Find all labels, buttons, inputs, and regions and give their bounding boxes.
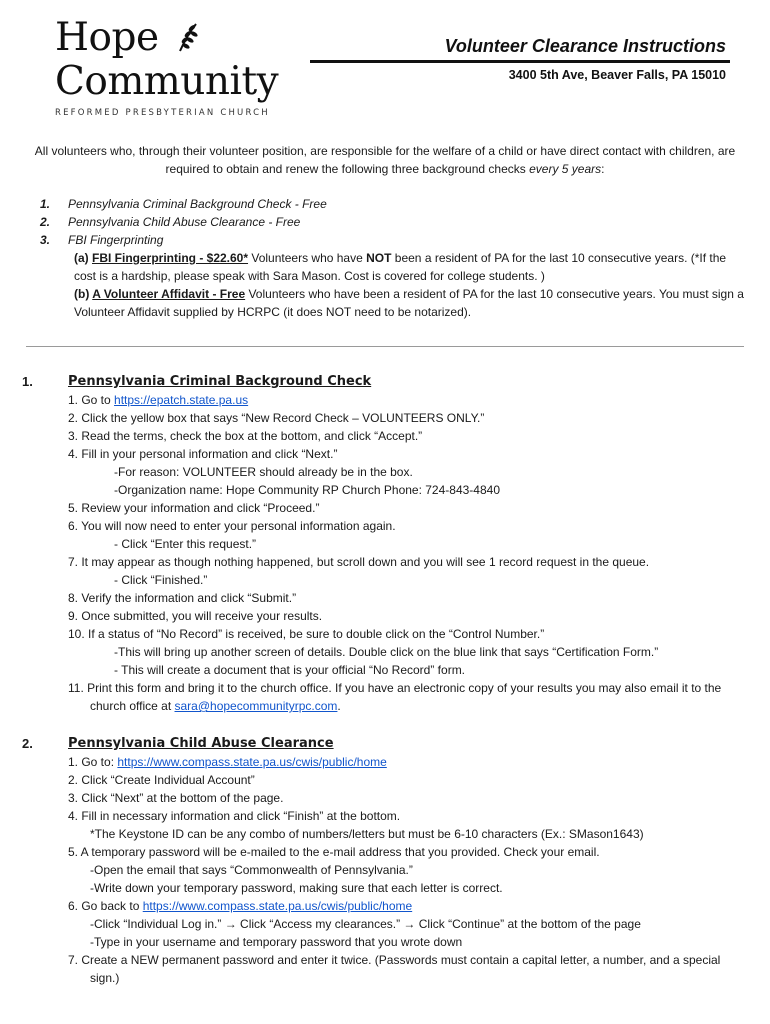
section-number: 2. — [22, 736, 33, 751]
step-note: - Click “Enter this request.” — [114, 537, 257, 551]
required-checks-list — [40, 195, 750, 321]
list-item-label: Pennsylvania Child Abuse Clearance - Free — [68, 215, 301, 229]
document-title: Volunteer Clearance Instructions — [444, 36, 726, 56]
step-note: -Click “Individual Log in.” → Click “Access my clearances.” → Click “Continue” at the bottom of the page — [90, 917, 641, 931]
option-a-text: Volunteers who have — [248, 251, 367, 265]
option-b-title: A Volunteer Affidavit - Free — [92, 287, 246, 301]
intro-emphasis: every 5 years — [529, 162, 602, 176]
step — [68, 391, 752, 409]
step: 3. Click “Next” at the bottom of the page. — [68, 791, 284, 805]
compass-link-2[interactable]: https://www.compass.state.pa.us/cwis/public/home — [142, 899, 413, 913]
section-title: Pennsylvania Criminal Background Check — [68, 374, 372, 389]
section-number: 1. — [22, 374, 33, 389]
step-note: -This will bring up another screen of details. Double click on the blue link that says “Certification Form.” — [114, 645, 659, 659]
intro-end: : — [601, 162, 605, 176]
option-a-not: NOT — [366, 251, 392, 265]
intro-paragraph — [30, 142, 740, 178]
logo-hope-text: Hope — [55, 15, 159, 60]
intro-text: All volunteers who, through their volunteer position, are responsible for the welfare of a child or have direct contact with children, are required to obtain and renew the following three background checks — [34, 144, 736, 176]
step-note: *The Keystone ID can be any combo of numbers/letters but must be 6-10 characters (Ex.: SMason1643) — [90, 827, 644, 841]
list-item-label: FBI Fingerprinting — [68, 233, 164, 247]
logo-subtitle: REFORMED PRESBYTERIAN CHURCH — [55, 108, 270, 118]
step-text: 1. Go to: — [68, 755, 118, 769]
church-address: 3400 5th Ave, Beaver Falls, PA 15010 — [508, 68, 726, 82]
step-text: 11. Print this form and bring it to the church office. If you have an electronic copy of your results you may also email it to the church office at — [68, 681, 722, 713]
section-title: Pennsylvania Child Abuse Clearance — [68, 736, 334, 751]
list-item — [40, 195, 750, 213]
step: 7. It may appear as though nothing happened, but scroll down and you will see 1 record request in the queue. — [68, 555, 650, 569]
step: 4. Fill in your personal information and click “Next.” — [68, 447, 338, 461]
option-a-title: FBI Fingerprinting - $22.60* — [92, 251, 249, 265]
step: 8. Verify the information and click “Submit.” — [68, 591, 297, 605]
list-item-number: 1. — [40, 197, 51, 211]
option-a-prefix: (a) — [74, 251, 92, 265]
step: 2. Click the yellow box that says “New Record Check – VOLUNTEERS ONLY.” — [68, 411, 485, 425]
step-note: - Click “Finished.” — [114, 573, 208, 587]
title-divider — [310, 60, 730, 63]
option-b-text: Volunteers who have been a resident of PA for the last 10 consecutive years. You must sign a Volunteer Affidavit supplied by HCRPC (it does NOT need to be notarized). — [74, 287, 744, 319]
section-divider — [26, 346, 744, 347]
step-note: -Open the email that says “Commonwealth of Pennsylvania.” — [90, 863, 413, 877]
step: 3. Read the terms, check the box at the bottom, and click “Accept.” — [68, 429, 423, 443]
step-text-end: . — [337, 699, 341, 713]
epatch-link[interactable]: https://epatch.state.pa.us — [114, 393, 249, 407]
fbi-option-b — [40, 285, 750, 321]
church-email-link[interactable]: sara@hopecommunityrpc.com — [174, 699, 338, 713]
church-logo — [55, 15, 305, 118]
step: 5. A temporary password will be e-mailed to the e-mail address that you provided. Check your email. — [68, 845, 600, 859]
wheat-sprig-icon — [174, 20, 200, 60]
step: 9. Once submitted, you will receive your results. — [68, 609, 323, 623]
step-text: 1. Go to — [68, 393, 115, 407]
step: 4. Fill in necessary information and click “Finish” at the bottom. — [68, 809, 401, 823]
step: 5. Review your information and click “Proceed.” — [68, 501, 320, 515]
step — [68, 897, 752, 915]
step: 2. Click “Create Individual Account” — [68, 773, 255, 787]
step-note: -For reason: VOLUNTEER should already be in the box. — [114, 465, 413, 479]
list-item-label: Pennsylvania Criminal Background Check - Free — [68, 197, 327, 211]
list-item-number: 2. — [40, 215, 51, 229]
step — [68, 679, 752, 715]
step: 7. Create a NEW permanent password and enter it twice. (Passwords must contain a capital letter, a number, and a special sign.) — [68, 953, 721, 985]
list-item-number: 3. — [40, 233, 51, 247]
option-b-prefix: (b) — [74, 287, 93, 301]
step-text: 6. Go back to — [68, 899, 143, 913]
section-criminal-check — [22, 373, 752, 715]
list-item — [40, 231, 750, 249]
step-note: -Write down your temporary password, making sure that each letter is correct. — [90, 881, 503, 895]
step — [68, 753, 752, 771]
step-note: - This will create a document that is your official “No Record” form. — [114, 663, 466, 677]
step-note: -Type in your username and temporary password that you wrote down — [90, 935, 463, 949]
compass-link[interactable]: https://www.compass.state.pa.us/cwis/public/home — [117, 755, 387, 769]
step: 10. If a status of “No Record” is received, be sure to double click on the “Control Number.” — [68, 627, 545, 641]
fbi-option-a — [40, 249, 750, 285]
step-note: -Organization name: Hope Community RP Church Phone: 724-843-4840 — [114, 483, 500, 497]
option-a-text-2: been a resident of PA for the last 10 consecutive years. (*If the cost is a hardship, please speak with Sara Mason. Cost is covered for college students. ) — [74, 251, 727, 283]
list-item — [40, 213, 750, 231]
logo-community-text: Community — [55, 59, 279, 104]
step: 6. You will now need to enter your personal information again. — [68, 519, 396, 533]
section-child-abuse-clearance — [22, 735, 752, 987]
